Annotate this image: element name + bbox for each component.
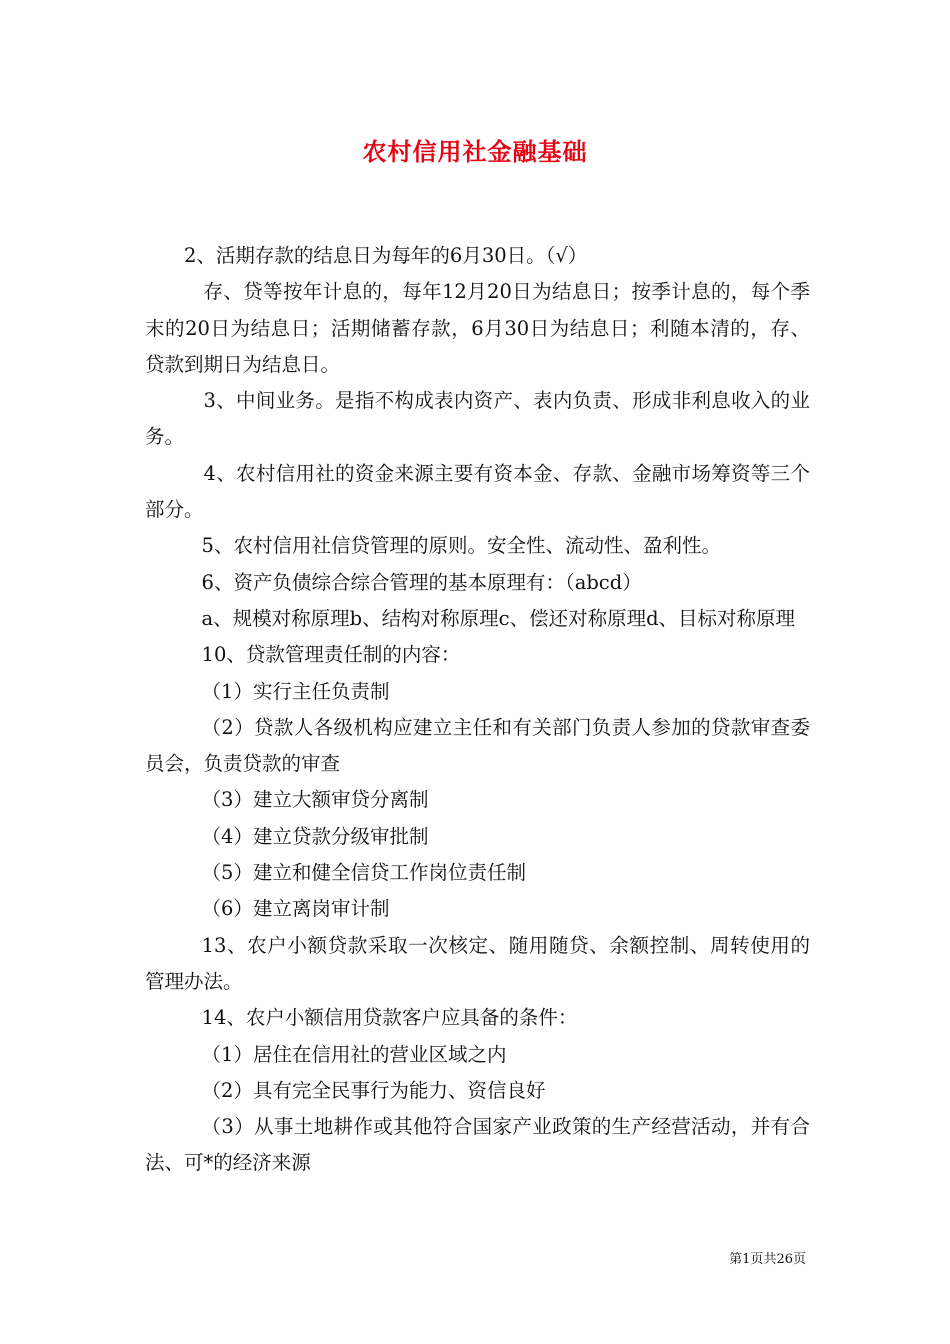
paragraph: 6、资产负债综合综合管理的基本原理有：（abcd） — [201, 570, 642, 594]
paragraph: 14、农户小额信用贷款客户应具备的条件： — [201, 1006, 578, 1030]
list-item: （3）从事土地耕作或其他符合国家产业政策的生产经营活动，并有合法、可*的经济来源 — [145, 1115, 810, 1175]
list-item: （2）贷款人各级机构应建立主任和有关部门负责人参加的贷款审查委员会，负责贷款的审查 — [145, 715, 810, 776]
paragraph: 5、农村信用社信贷管理的原则。安全性、流动性、盈利性。 — [201, 534, 721, 558]
paragraph: 13、农户小额贷款采取一次核定、随用随贷、余额控制、周转使用的管理办法。 — [145, 933, 810, 993]
list-item: （1）实行主任负责制 — [201, 679, 390, 703]
list-item: （4）建立贷款分级审批制 — [201, 824, 429, 848]
paragraph: 3、中间业务。是指不构成表内资产、表内负责、形成非利息收入的业务。 — [145, 389, 810, 449]
paragraph: 10、贷款管理责任制的内容： — [201, 643, 461, 667]
paragraph: 2、活期存款的结息日为每年的6月30日。（√） — [184, 244, 588, 267]
list-item: （1）居住在信用社的营业区域之内 — [201, 1042, 507, 1066]
page-number-footer: 第1页共26页 — [729, 1252, 806, 1267]
document-body — [145, 238, 810, 1182]
paragraph: 存、贷等按年计息的，每年12月20日为结息日；按季计息的，每个季末的20日为结息日；活期储蓄存款，6月30日为结息日；利随本清的，存、贷款到期日为结息日。 — [145, 280, 810, 376]
paragraph: 4、农村信用社的资金来源主要有资本金、存款、金融市场筹资等三个部分。 — [145, 461, 810, 522]
list-item: （5）建立和健全信贷工作岗位责任制 — [201, 861, 526, 885]
page-title: 农村信用社金融基础 — [362, 137, 588, 166]
list-item: （3）建立大额审贷分离制 — [201, 788, 429, 812]
paragraph: a、规模对称原理b、结构对称原理c、偿还对称原理d、目标对称原理 — [201, 606, 796, 630]
list-item: （2）具有完全民事行为能力、资信良好 — [201, 1078, 546, 1102]
list-item: （6）建立离岗审计制 — [201, 897, 390, 921]
